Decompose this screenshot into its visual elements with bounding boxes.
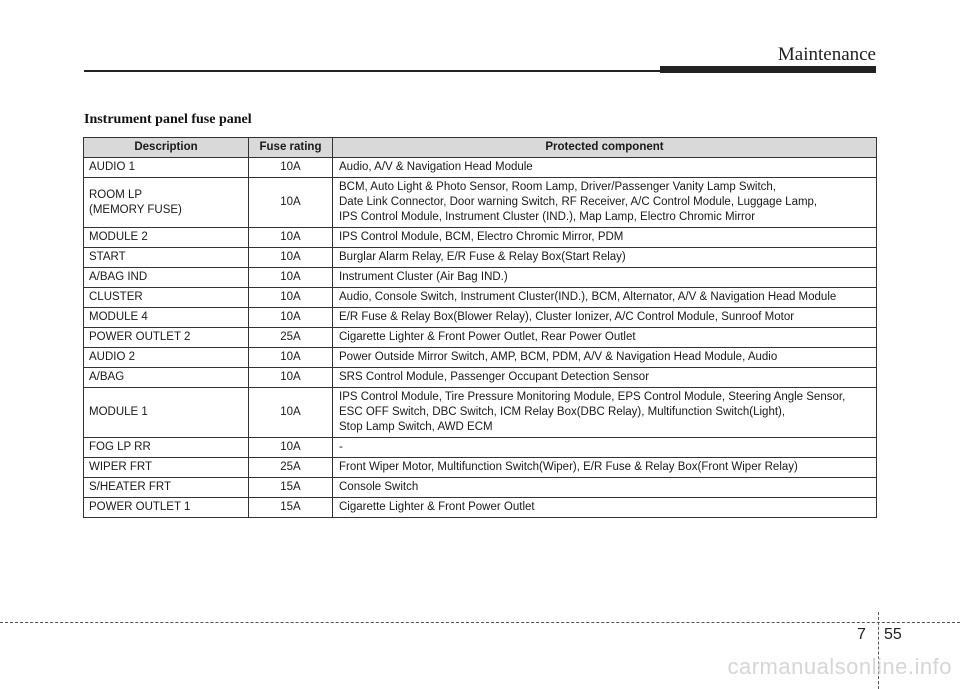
row-protected-component: BCM, Auto Light & Photo Sensor, Room Lamp, Driver/Passenger Vanity Lamp Switch, Date Link Connector, Door warning Switch, RF Receiver, A/C Control Module, Luggage Lamp, IPS Control Module, Instrument Cluster (IND.), Map Lamp, Electro Chromic Mirror bbox=[333, 178, 877, 228]
table-row bbox=[84, 308, 877, 328]
table-row bbox=[84, 178, 877, 228]
row-fuse-rating: 10A bbox=[249, 388, 333, 438]
watermark-text: carmanualsonline.info bbox=[727, 654, 952, 679]
row-description: AUDIO 2 bbox=[84, 348, 249, 368]
fuse-table bbox=[83, 137, 877, 518]
header-protected-component: Protected component bbox=[333, 138, 877, 158]
row-description: CLUSTER bbox=[84, 288, 249, 308]
row-description: POWER OUTLET 2 bbox=[84, 328, 249, 348]
row-description: A/BAG IND bbox=[84, 268, 249, 288]
row-fuse-rating: 25A bbox=[249, 328, 333, 348]
row-fuse-rating: 10A bbox=[249, 438, 333, 458]
page-chapter-number: 7 bbox=[857, 626, 866, 643]
table-row bbox=[84, 498, 877, 518]
footer-rule bbox=[0, 622, 960, 623]
table-row bbox=[84, 328, 877, 348]
row-fuse-rating: 15A bbox=[249, 478, 333, 498]
row-protected-component: - bbox=[333, 438, 877, 458]
row-fuse-rating: 10A bbox=[249, 288, 333, 308]
page-number: 55 bbox=[884, 626, 902, 643]
row-fuse-rating: 15A bbox=[249, 498, 333, 518]
header-fuse-rating: Fuse rating bbox=[249, 138, 333, 158]
header-block bbox=[660, 66, 876, 73]
row-description: FOG LP RR bbox=[84, 438, 249, 458]
row-description: ROOM LP (MEMORY FUSE) bbox=[84, 178, 249, 228]
header-rule bbox=[84, 70, 662, 72]
row-fuse-rating: 10A bbox=[249, 308, 333, 328]
table-row bbox=[84, 368, 877, 388]
chapter-title: Maintenance bbox=[777, 44, 876, 65]
table-row bbox=[84, 228, 877, 248]
table-row bbox=[84, 348, 877, 368]
row-description: MODULE 2 bbox=[84, 228, 249, 248]
row-protected-component: IPS Control Module, Tire Pressure Monitoring Module, EPS Control Module, Steering Angle Sensor, ESC OFF Switch, DBC Switch, ICM Relay Box(DBC Relay), Multifunction Switch(Light), Stop Lamp Switch, AWD ECM bbox=[333, 388, 877, 438]
row-fuse-rating: 10A bbox=[249, 268, 333, 288]
row-fuse-rating: 10A bbox=[249, 228, 333, 248]
row-description: S/HEATER FRT bbox=[84, 478, 249, 498]
table-row bbox=[84, 478, 877, 498]
row-description: START bbox=[84, 248, 249, 268]
table-row bbox=[84, 248, 877, 268]
row-description: AUDIO 1 bbox=[84, 158, 249, 178]
row-description: MODULE 1 bbox=[84, 388, 249, 438]
row-description: POWER OUTLET 1 bbox=[84, 498, 249, 518]
section-title: Instrument panel fuse panel bbox=[84, 112, 252, 127]
row-protected-component: Cigarette Lighter & Front Power Outlet bbox=[333, 498, 877, 518]
table-row bbox=[84, 438, 877, 458]
table-row bbox=[84, 288, 877, 308]
row-fuse-rating: 10A bbox=[249, 368, 333, 388]
row-protected-component: IPS Control Module, BCM, Electro Chromic Mirror, PDM bbox=[333, 228, 877, 248]
row-fuse-rating: 10A bbox=[249, 348, 333, 368]
row-protected-component: Audio, A/V & Navigation Head Module bbox=[333, 158, 877, 178]
row-protected-component: Console Switch bbox=[333, 478, 877, 498]
row-protected-component: Burglar Alarm Relay, E/R Fuse & Relay Box(Start Relay) bbox=[333, 248, 877, 268]
row-description: WIPER FRT bbox=[84, 458, 249, 478]
row-description: A/BAG bbox=[84, 368, 249, 388]
row-protected-component: SRS Control Module, Passenger Occupant Detection Sensor bbox=[333, 368, 877, 388]
row-fuse-rating: 10A bbox=[249, 248, 333, 268]
row-fuse-rating: 10A bbox=[249, 178, 333, 228]
row-fuse-rating: 25A bbox=[249, 458, 333, 478]
row-fuse-rating: 10A bbox=[249, 158, 333, 178]
table-header-row bbox=[84, 138, 877, 158]
row-protected-component: Power Outside Mirror Switch, AMP, BCM, PDM, A/V & Navigation Head Module, Audio bbox=[333, 348, 877, 368]
table-row bbox=[84, 458, 877, 478]
row-protected-component: Audio, Console Switch, Instrument Cluster(IND.), BCM, Alternator, A/V & Navigation Head Module bbox=[333, 288, 877, 308]
header-description: Description bbox=[84, 138, 249, 158]
row-protected-component: Cigarette Lighter & Front Power Outlet, Rear Power Outlet bbox=[333, 328, 877, 348]
table-row bbox=[84, 158, 877, 178]
table-row bbox=[84, 268, 877, 288]
row-protected-component: E/R Fuse & Relay Box(Blower Relay), Cluster Ionizer, A/C Control Module, Sunroof Motor bbox=[333, 308, 877, 328]
row-description: MODULE 4 bbox=[84, 308, 249, 328]
row-protected-component: Front Wiper Motor, Multifunction Switch(Wiper), E/R Fuse & Relay Box(Front Wiper Relay) bbox=[333, 458, 877, 478]
row-protected-component: Instrument Cluster (Air Bag IND.) bbox=[333, 268, 877, 288]
table-row bbox=[84, 388, 877, 438]
